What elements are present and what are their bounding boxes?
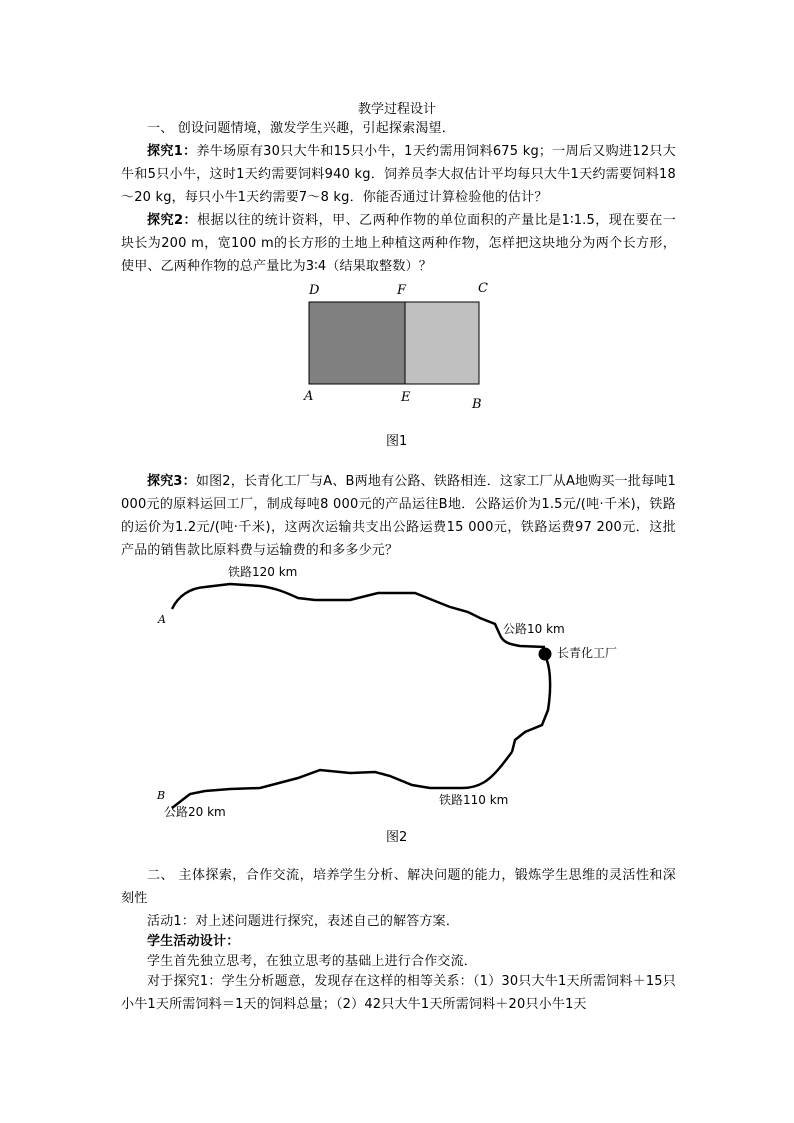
field-right-region (405, 302, 479, 384)
road-label-bottom: 公路20 km (164, 805, 226, 819)
point-B-label: B (157, 789, 166, 802)
road-label-top: 公路10 km (503, 622, 565, 636)
rail-label-bottom: 铁路110 km (439, 793, 509, 807)
page-title: 教学过程设计 (357, 102, 436, 117)
probe3-text: 如图2，长青化工厂与A、B两地有公路、铁路相连．这家工厂从A地购买一批每吨1 000元的原料运回工厂，制成每吨8 000元的产品运往B地．公路运价为1.5元/(吨·千米)，铁路的运价为1.2元/(吨·千米)，这两次运输共支出公路运费15 000元，铁路运费97 200元．这批产品的销售款比原料费与运输费的和多多少元？ (121, 474, 676, 558)
field-left-region (309, 302, 405, 384)
student-text: 学生首先独立思考，在独立思考的基础上进行合作交流． (147, 954, 478, 969)
road-to-factory-top (500, 635, 545, 647)
factory-label: 长青化工厂 (557, 646, 618, 660)
probe3-paragraph (121, 470, 676, 562)
factory-marker (539, 648, 552, 661)
analysis-paragraph: 对于探究1：学生分析题意，发现存在这样的相等关系：（1）30只大牛1天所需饲料＋15只小牛1天所需饲料＝1天的饲料总量；（2）42只大牛1天所需饲料＋20只小牛1天 (121, 974, 676, 1012)
probe1-text: 养牛场原有30只大牛和15只小牛，1天约需用饲料675 kg；一周后又购进12只大牛和5只小牛，这时1天约需要饲料940 kg．饲养员李大叔估计平均每只大牛1天约需要饲料18～20 kg，每只小牛1天约需要7～8 kg．你能否通过计算检验他的估计？ (121, 144, 676, 205)
probe2-text: 根据以往的统计资料，甲、乙两种作物的单位面积的产量比是1∶1.5，现在要在一块长为200 m，宽100 m的长方形的土地上种植这两种作物，怎样把这块地分为两个长方形，使甲、乙两种作物的总产量比为3∶4（结果取整数）？ (121, 213, 676, 274)
point-F: F (397, 283, 407, 298)
figure1-caption: 图1 (386, 434, 408, 449)
point-D: D (309, 283, 320, 298)
probe2-label: 探究2： (147, 213, 198, 228)
figure2-caption: 图2 (386, 830, 408, 845)
point-E: E (401, 390, 411, 405)
point-A-label: A (158, 613, 166, 626)
point-B: B (472, 397, 482, 412)
rail-label-top: 铁路120 km (228, 565, 298, 579)
rail-route-A-to-road (172, 584, 500, 635)
probe2-paragraph (121, 209, 676, 278)
section2-heading: 二、 主体探索，合作交流，培养学生分析、解决问题的能力，锻炼学生思维的灵活性和深刻性 (121, 868, 676, 906)
point-C: C (478, 281, 488, 296)
figure1-rectangle-diagram (290, 275, 510, 420)
probe3-label: 探究3： (147, 474, 196, 489)
probe1-label: 探究1： (147, 144, 197, 159)
figure2-route-map (150, 560, 670, 825)
road-from-factory-down (512, 656, 550, 752)
probe1-paragraph (121, 140, 676, 209)
activity1-text: 活动1：对上述问题进行探究，表述自己的解答方案． (147, 914, 460, 929)
section1-heading: 一、 创设问题情境，激发学生兴趣，引起探索渴望． (147, 121, 455, 136)
student-design-heading: 学生活动设计： (147, 934, 240, 949)
point-A: A (304, 389, 314, 404)
